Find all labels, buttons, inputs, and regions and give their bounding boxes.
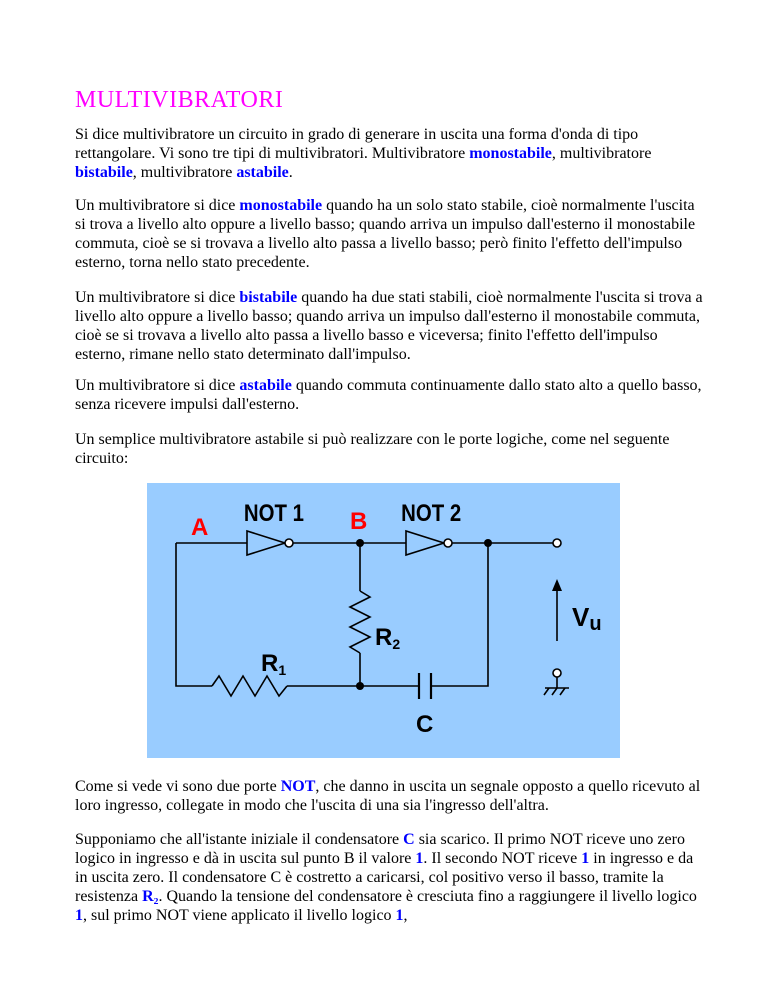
keyword-monostabile: monostabile xyxy=(469,145,552,162)
ground-terminal xyxy=(553,669,561,677)
not1-gate xyxy=(247,531,285,555)
resistor-r1 xyxy=(212,676,287,696)
circuit-svg xyxy=(147,483,620,758)
not1-bubble xyxy=(285,539,293,547)
output-terminal xyxy=(553,539,561,547)
paragraph-monostabile: Un multivibratore si dice monostabile quando ha un solo stato stabile, cioè normalmente l'uscita si trova a livello alto oppure a livello basso; quando arriva un impulso dall'esterno il monostabile commuta, cioè se si trovava a livello alto passa a livello basso; però finito l'effetto dell'impulso esterno, torna nello stato precedente. xyxy=(75,197,696,271)
keyword-bistabile: bistabile xyxy=(239,289,298,306)
vu-arrow-head xyxy=(552,579,562,591)
not2-gate xyxy=(406,531,444,555)
node-out-dot xyxy=(484,539,492,547)
keyword-astabile: astabile xyxy=(239,377,292,394)
label-r2: R2 xyxy=(375,624,401,652)
paragraph-astabile: Un multivibratore si dice astabile quando commuta continuamente dallo stato alto a quello basso, senza ricevere impulsi dall'esterno. xyxy=(75,377,702,413)
label-a: A xyxy=(191,514,209,541)
page-title: MULTIVIBRATORI xyxy=(75,87,284,113)
wire-left xyxy=(176,543,212,686)
node-b-dot xyxy=(356,539,364,547)
paragraph-capacitor: Supponiamo che all'istante iniziale il condensatore C sia scarico. Il primo NOT riceve uno zero logico in ingresso e dà in uscita sul punto B il valore 1. Il secondo NOT riceve 1 in ingresso e da in uscita zero. Il condensatore C è costretto a caricarsi, col positivo verso il basso, tramite la resistenza R₂. Quando la tensione del condensatore è cresciuta fino a raggiungere il livello logico 1, sul primo NOT viene applicato il livello logico 1, xyxy=(75,831,697,924)
ground-hatch xyxy=(544,688,565,695)
keyword-one: 1 xyxy=(581,850,590,867)
paragraph-not-gates: Come si vede vi sono due porte NOT, che danno in uscita un segnale opposto a quello ricevuto al loro ingresso, collegate in modo che l'uscita di una sia l'ingresso dell'altra. xyxy=(75,778,701,814)
wire-right xyxy=(431,543,488,686)
keyword-not: NOT xyxy=(280,778,316,795)
paragraph-circuit-intro: Un semplice multivibratore astabile si può realizzare con le porte logiche, come nel seguente circuito: xyxy=(75,431,670,467)
resistor-r2 xyxy=(350,591,370,653)
keyword-monostabile: monostabile xyxy=(239,197,323,214)
keyword-one: 1 xyxy=(415,850,424,867)
node-bottom-dot xyxy=(356,682,364,690)
keyword-c: C xyxy=(403,831,415,848)
paragraph-bistabile: Un multivibratore si dice bistabile quando ha due stati stabili, cioè normalmente l'uscita si trova a livello alto oppure a livello basso; quando arriva un impulso dall'esterno il monostabile commuta, cioè se si trovava a livello alto passa a livello basso e viceversa; finito l'effetto dell'impulso esterno, rimane nello stato determinato dall'impulso. xyxy=(75,289,703,363)
not2-bubble xyxy=(444,539,452,547)
keyword-astabile: astabile xyxy=(236,164,289,181)
keyword-bistabile: bistabile xyxy=(75,164,133,181)
label-not1: NOT 1 xyxy=(243,499,304,527)
keyword-r2: R₂ xyxy=(142,888,159,905)
label-r1: R1 xyxy=(261,650,287,678)
label-vu: Vu xyxy=(572,602,602,635)
paragraph-intro: Si dice multivibratore un circuito in grado di generare in uscita una forma d'onda di tipo rettangolare. Vi sono tre tipi di multivibratori. Multivibratore monostabile, multivibratore bistabile, multivibratore astabile. xyxy=(75,126,652,181)
label-c: C xyxy=(416,711,434,738)
keyword-one: 1 xyxy=(75,907,83,924)
label-not2: NOT 2 xyxy=(401,499,462,527)
circuit-diagram xyxy=(147,483,620,758)
label-b: B xyxy=(350,508,368,535)
keyword-one: 1 xyxy=(395,907,404,924)
